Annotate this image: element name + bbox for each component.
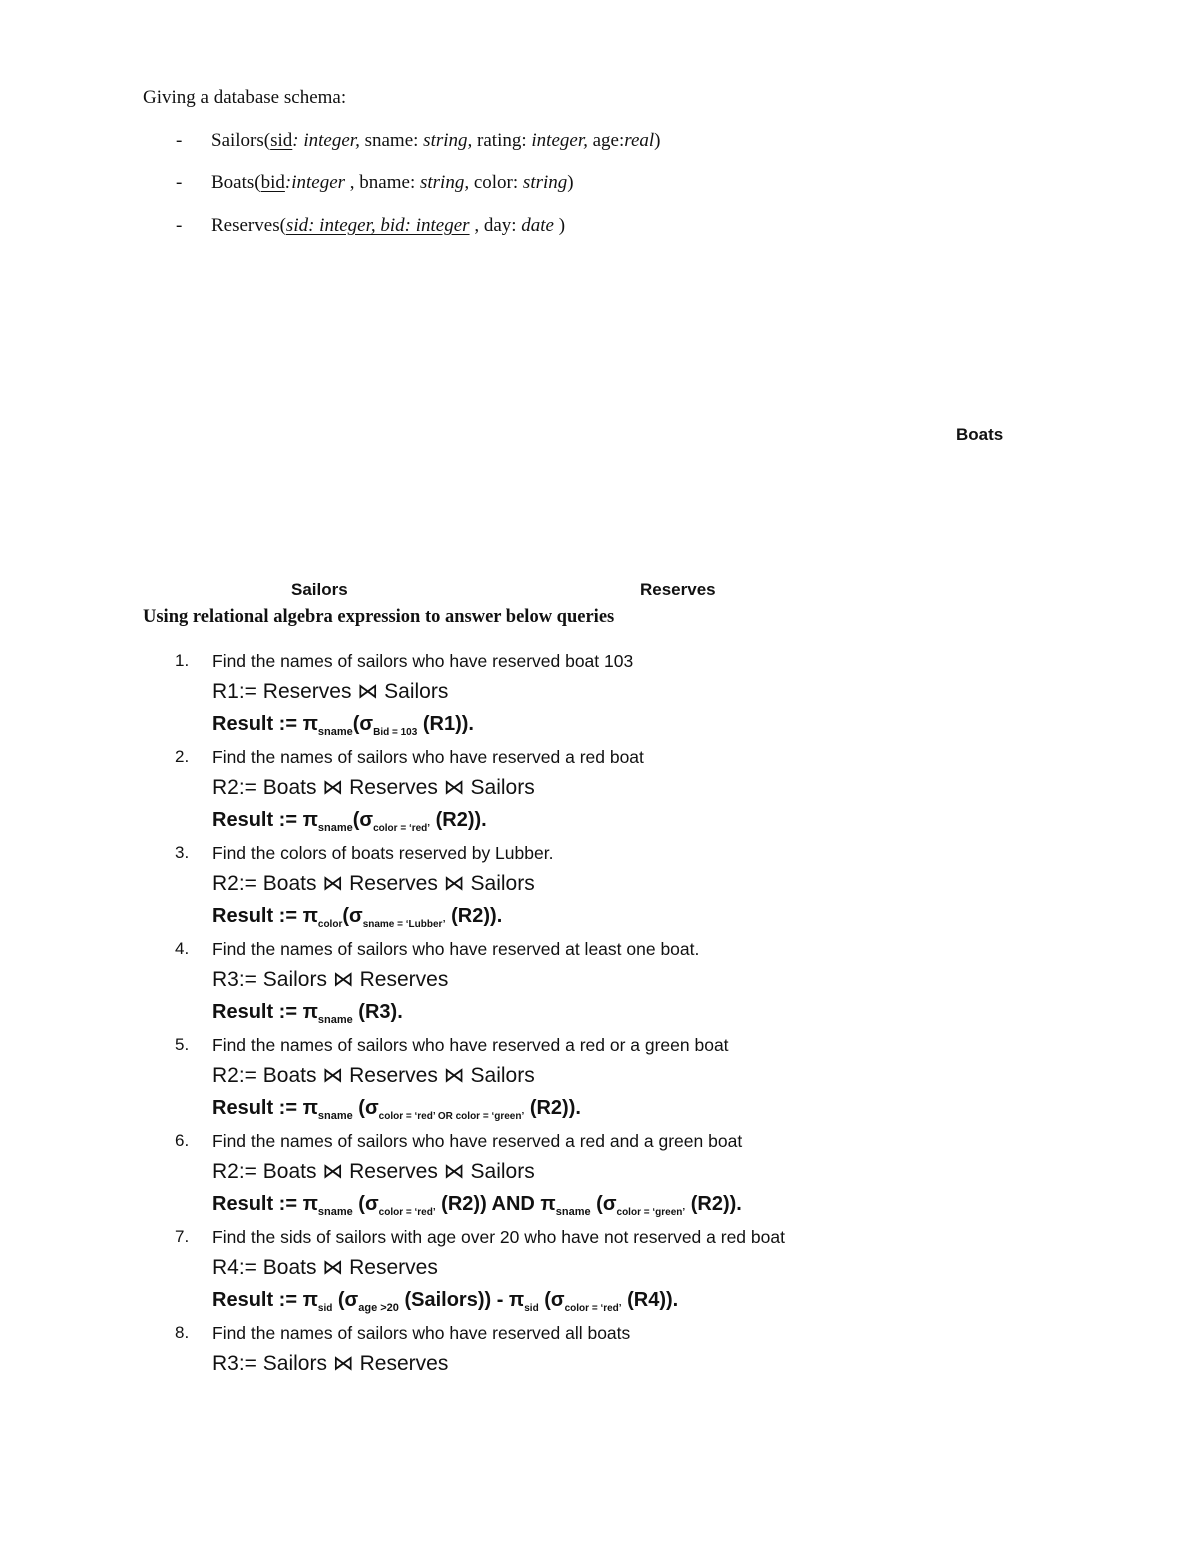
query-number: 1. [175, 651, 190, 670]
result-expression: Result := $\pi_{sname}(\sigma_{Bid = 103}$ (R1)). [212, 713, 474, 738]
schema-intro: Giving a database schema: [143, 87, 347, 108]
query-text: Find the names of sailors who have reserved all boats [212, 1323, 631, 1343]
reserves-label: Reserves [640, 580, 716, 599]
query-number: 3. [175, 843, 190, 862]
query-text: Find the names of sailors who have reserved a red and a green boat [212, 1131, 743, 1151]
result-expression: Result := $\pi_{color}(\sigma_{sname = ‘Lubber’}$ (R2)). [212, 905, 503, 930]
relation-expression: R3:= Sailors ⋈ Reserves [212, 968, 449, 991]
query-text: Find the names of sailors who have reserved a red or a green boat [212, 1035, 729, 1055]
query-text: Find the names of sailors who have reserved boat 103 [212, 651, 634, 671]
query-number: 4. [175, 939, 190, 958]
sailors-label: Sailors [291, 580, 348, 599]
relation-expression: R2:= Boats ⋈ Reserves ⋈ Sailors [212, 1064, 535, 1087]
query-number: 5. [175, 1035, 190, 1054]
query-text: Find the colors of boats reserved by Lubber. [212, 843, 554, 863]
query-number: 6. [175, 1131, 190, 1150]
result-expression: Result := $\pi_{sname}(\sigma_{color = ‘red’}$ (R2)). [212, 809, 487, 834]
schema-reserves: Reserves(sid: integer, bid: integer , day: date ) [211, 215, 566, 236]
query-text: Find the names of sailors who have reserved at least one boat. [212, 939, 700, 959]
query-number: 7. [175, 1227, 190, 1246]
schema-sailors: Sailors(sid: integer, sname: string, rating: integer, age:real) [211, 130, 661, 151]
relation-expression: R1:= Reserves ⋈ Sailors [212, 680, 449, 703]
schema-boats: Boats(bid:integer , bname: string, color: string) [211, 172, 574, 193]
section-heading: Using relational algebra expression to answer below queries [143, 607, 615, 627]
relation-expression: R3:= Sailors ⋈ Reserves [212, 1352, 449, 1375]
result-expression: Result := $\pi_{sid}$ ($\sigma_{age >20}$ (Sailors)) - $\pi_{sid}$ ($\sigma_{color = ‘red’}$ (R4)). [212, 1289, 679, 1314]
relation-expression: R2:= Boats ⋈ Reserves ⋈ Sailors [212, 1160, 535, 1183]
result-expression: Result := $\pi_{sname}$ ($\sigma_{color = ‘red’}$ (R2)) AND $\pi_{sname}$ ($\sigma_{color = ‘green’}$ (R2)). [212, 1193, 742, 1218]
query-text: Find the sids of sailors with age over 20 who have not reserved a red boat [212, 1227, 785, 1247]
result-expression: Result := $\pi_{sname}$ ($\sigma_{color = ‘red’ OR color = ‘green’}$ (R2)). [212, 1097, 581, 1122]
bullet: - [176, 215, 183, 236]
relation-expression: R4:= Boats ⋈ Reserves [212, 1256, 438, 1279]
relation-expression: R2:= Boats ⋈ Reserves ⋈ Sailors [212, 776, 535, 799]
bullet: - [176, 130, 183, 151]
boats-label: Boats [956, 425, 1004, 444]
query-number: 2. [175, 747, 190, 766]
query-number: 8. [175, 1323, 190, 1342]
query-text: Find the names of sailors who have reserved a red boat [212, 747, 644, 767]
bullet: - [176, 172, 183, 193]
relation-expression: R2:= Boats ⋈ Reserves ⋈ Sailors [212, 872, 535, 895]
result-expression: Result := $\pi_{sname}$ (R3). [212, 1001, 403, 1026]
